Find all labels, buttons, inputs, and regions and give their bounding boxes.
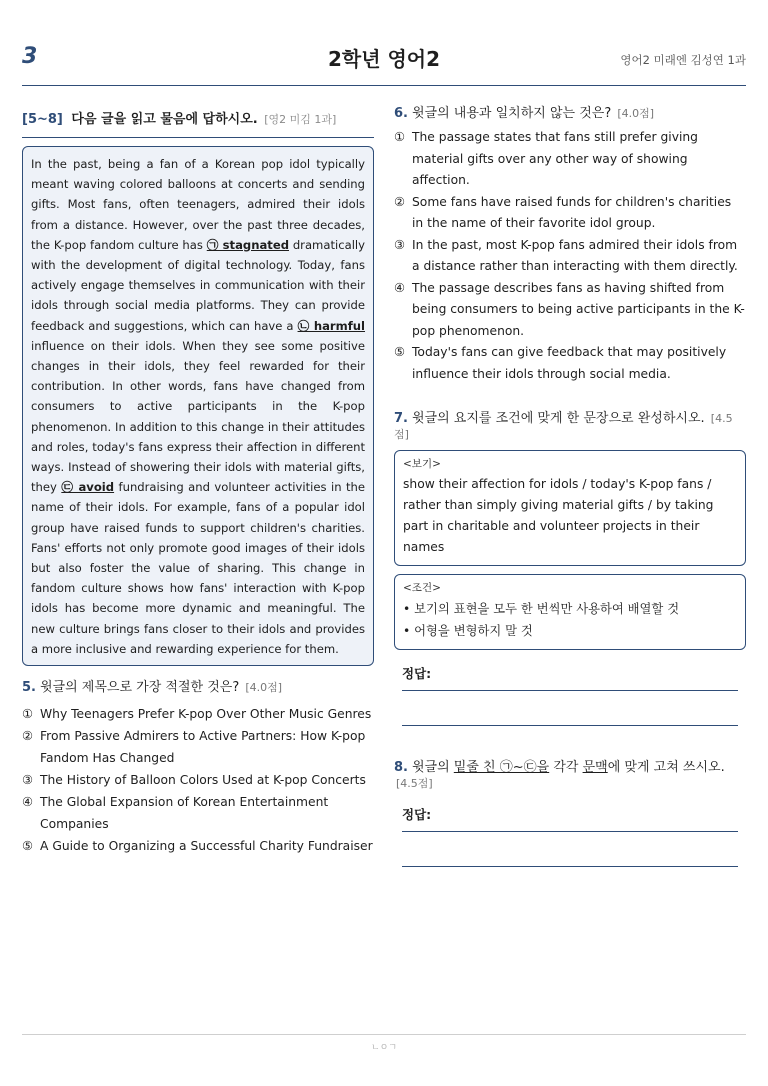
question-7-text: 윗글의 요지를 조건에 맞게 한 문장으로 완성하시오.	[411, 411, 705, 426]
page-header	[22, 40, 746, 86]
question-8-answer-label: 정답:	[402, 807, 432, 822]
footer-divider	[22, 1034, 746, 1035]
page-title: 2학년 영어2	[327, 47, 441, 71]
reading-passage	[22, 146, 374, 666]
option-item[interactable]: ② From Passive Admirers to Active Partners: How K-pop Fandom Has Changed	[22, 729, 366, 766]
passage-text-3: influence on their idols. When they see some positive changes in their idols, they feel rewarded for their contribution. In other words, fans have changed from consumers to active participants in the K-pop phenomenon. In addition to this change in their attitudes and roles, today's fans express their affection in different ways. Instead of showering their idols with material gifts, they	[31, 338, 365, 495]
condition-box-label: <조건>	[403, 582, 441, 594]
answer-line[interactable]	[402, 691, 738, 726]
question-8-number: 8.	[394, 760, 408, 775]
footer-text: ㄴㅇㄱ	[370, 1043, 398, 1053]
answer-line[interactable]	[402, 823, 738, 832]
option-item[interactable]: ③ The History of Balloon Colors Used at K-pop Concerts	[22, 773, 366, 788]
question-7	[394, 407, 746, 442]
question-6	[394, 102, 746, 121]
answer-line[interactable]	[402, 832, 738, 867]
option-item[interactable]: ⑤ Today's fans can give feedback that may positively influence their idols through social media.	[394, 345, 727, 381]
option-item[interactable]: ③ In the past, most K-pop fans admired their idols from a distance rather than interacting with them directly.	[394, 237, 738, 273]
condition-box	[394, 574, 746, 650]
underlined-phrase: 밑줄 친 ㉠~㉢을	[453, 760, 550, 775]
question-8: 8. 윗글의 밑줄 친 ㉠~㉢을 각각 문맥에 맞게 고쳐 쓰시오. [4.5점]	[394, 760, 725, 790]
question-7-number: 7.	[394, 411, 408, 426]
question-5	[22, 676, 374, 695]
question-8-points: [4.5점]	[396, 777, 433, 790]
right-column	[394, 100, 746, 867]
question-5-points: [4.0점]	[245, 681, 283, 695]
question-5-options	[22, 703, 374, 857]
option-item[interactable]: ① Why Teenagers Prefer K-pop Over Other Music Genres	[22, 707, 372, 722]
option-item[interactable]: ④ The Global Expansion of Korean Entertainment Companies	[22, 795, 329, 832]
question-6-options	[394, 127, 746, 385]
underline-a: ㉠ stagnated	[206, 237, 289, 252]
passage-text-2: dramatically with the development of digital technology. Today, fans actively engage themselves in communication with their idols through social media platforms. They can provide feedback and suggestions, which can have a	[31, 237, 365, 333]
exam-info: 영어2 미래엔 김성연 1과	[620, 53, 746, 67]
underline-c: ㉢ avoid	[61, 480, 115, 495]
question-5-text: 윗글의 제목으로 가장 적절한 것은?	[39, 680, 240, 696]
example-box-label: <보기>	[403, 458, 441, 470]
option-item[interactable]: ① The passage states that fans still prefer giving material gifts over any other way of showing affection.	[394, 130, 698, 187]
example-box	[394, 450, 746, 566]
question-6-points: [4.0점]	[617, 107, 655, 120]
question-range: [5~8]	[22, 112, 63, 127]
passage-text-4: fundraising and volunteer activities in the name of their idols. For example, fans of a popular idol group have raised funds to support children's charities. Fans' efforts not only promote good images of their idols but also foster the value of sharing. This change in fandom culture shows how fans' interaction with K-pop idols has become more dynamic and meaningful. The new culture brings fans closer to their idols and provides a more inclusive and rewarding experience for them.	[31, 480, 366, 656]
page-number: 3	[22, 44, 38, 69]
example-box-text: show their affection for idols / today's K-pop fans / rather than simply giving material gifts / by taking part in charitable and volunteer projects in their names	[403, 477, 714, 554]
underlined-word: 문맥	[582, 760, 608, 775]
option-item[interactable]: ⑤ A Guide to Organizing a Successful Charity Fundraiser	[22, 839, 373, 854]
question-6-text: 윗글의 내용과 일치하지 않는 것은?	[411, 106, 612, 121]
left-column	[22, 100, 374, 857]
option-item[interactable]: ② Some fans have raised funds for children's charities in the name of their favorite idol group.	[394, 194, 732, 230]
section-instruction: 다음 글을 읽고 물음에 답하시오.	[71, 112, 258, 127]
answer-line[interactable]	[402, 682, 738, 691]
question-7-answer-label: 정답:	[402, 666, 432, 681]
condition-item: • 어형을 변형하지 말 것	[403, 624, 533, 638]
question-5-number: 5.	[22, 680, 36, 696]
section-heading	[22, 100, 374, 138]
passage-text-1: In the past, being a fan of a Korean pop idol typically meant waving colored balloons at concerts and sending gifts. Most fans, often teenagers, admired their idols from a distance. However, over the past three decades, the K-pop fandom culture has	[31, 157, 365, 252]
section-source: [영2 미김 1과]	[264, 113, 337, 126]
question-6-number: 6.	[394, 106, 408, 121]
option-item[interactable]: ④ The passage describes fans as having shifted from being consumers to being active participants in the K-pop phenomenon.	[394, 280, 745, 338]
question-7-points: [4.5점]	[394, 412, 733, 441]
underline-b: ㉡ harmful	[297, 318, 366, 333]
condition-item: • 보기의 표현을 모두 한 번씩만 사용하여 배열할 것	[403, 602, 680, 616]
